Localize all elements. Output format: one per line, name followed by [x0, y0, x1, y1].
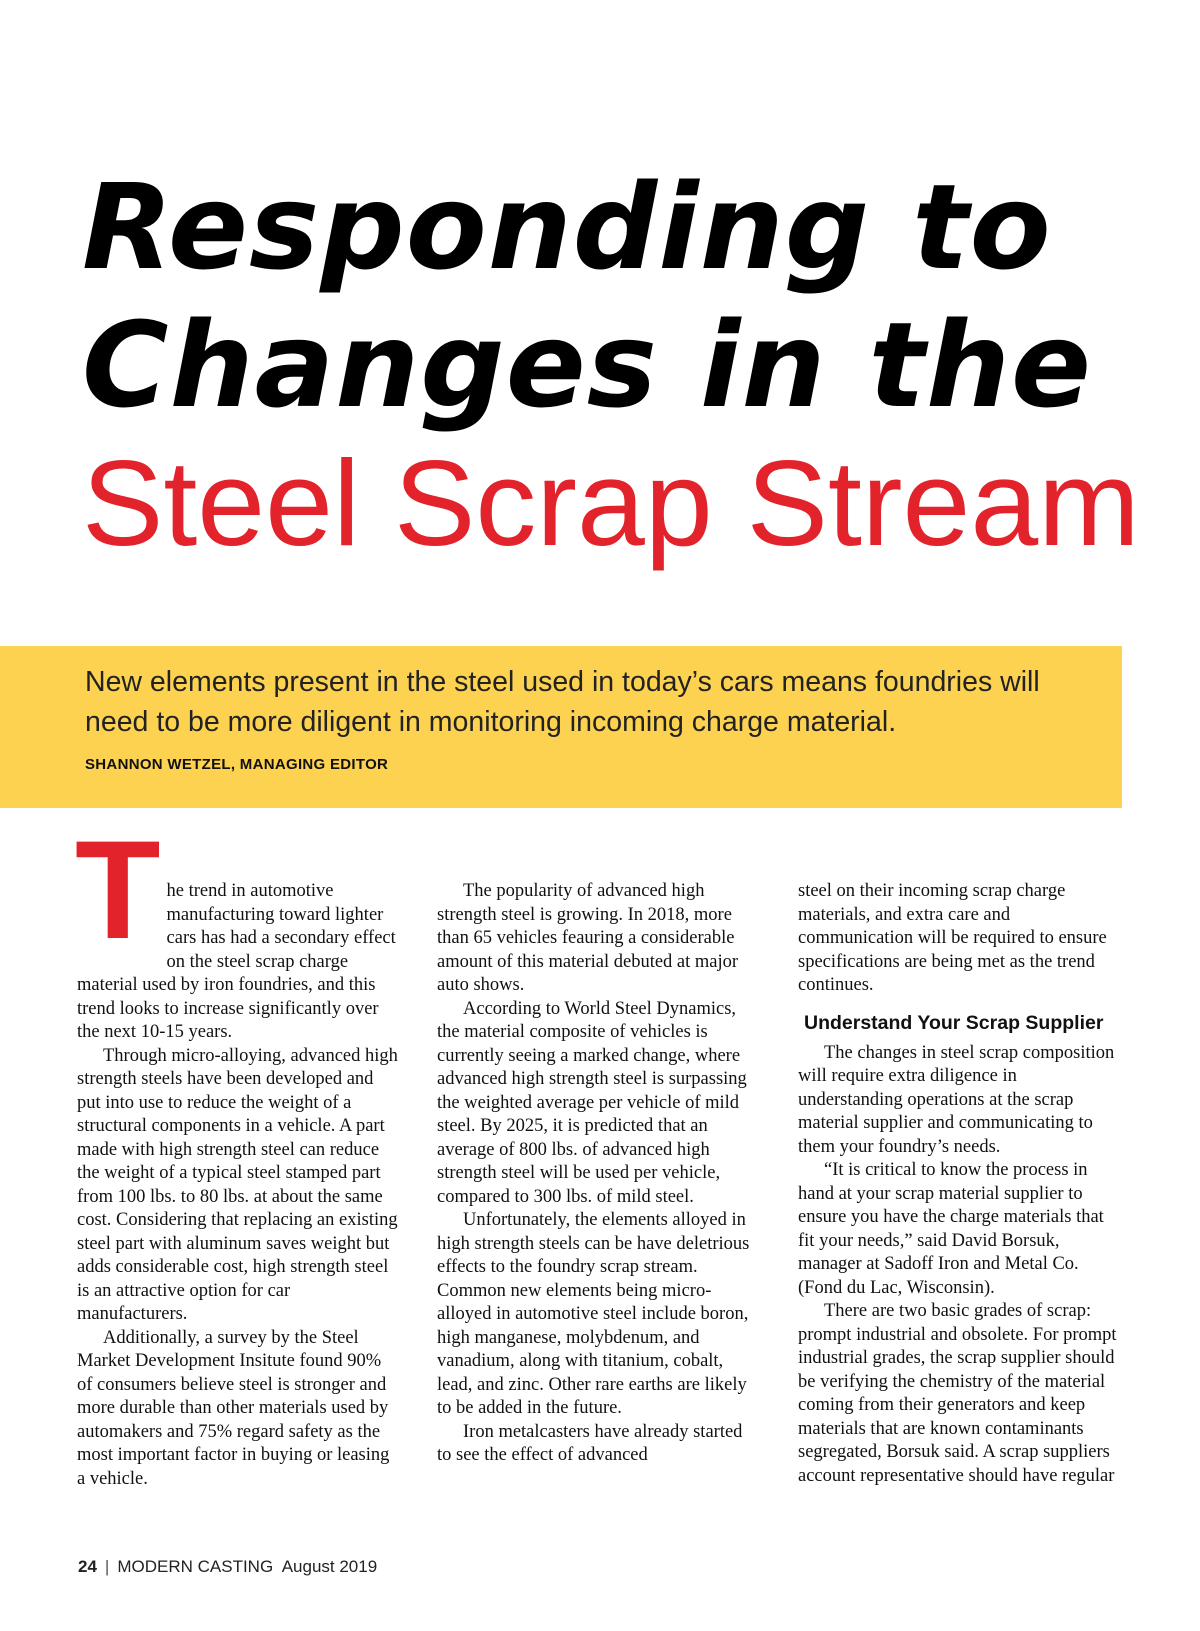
body-column-1 [75, 811, 399, 1491]
col2-paragraph-3: Unfortunately, the elements alloyed in high strength steels can be have deletrious effects to the foundry scrap stream. Common new elements being micro-alloyed in automotive steel include boron, high manganese, molybdenum, and vanadium, along with titanium, cobalt, lead, and zinc. Other rare earths are likely to be added in the future. [437, 1210, 750, 1418]
deck-banner [0, 646, 1122, 808]
title-line-3: Steel Scrap Stream [82, 435, 1140, 571]
title-line-1: Responding to [82, 158, 1052, 296]
byline: SHANNON WETZEL, MANAGING EDITOR [85, 756, 389, 773]
body-column-3 [798, 880, 1120, 1488]
publication-name: MODERN CASTING [117, 1557, 274, 1576]
col1-paragraph-1: he trend in automotive manufacturing toward lighter cars has had a secondary effect on the steel scrap charge material used by iron foundries, and this trend looks to increase significantly over the next 10-15 years. [77, 881, 396, 1042]
col3-paragraph-4: There are two basic grades of scrap: prompt industrial and obsolete. For prompt industrial grades, the scrap supplier should be verifying the chemistry of the material coming from their generators and keep materials that are known contaminants segregated, Borsuk said. A scrap suppliers account representative should have regular [798, 1301, 1117, 1486]
page-footer [78, 1557, 377, 1577]
drop-cap: T [75, 811, 161, 968]
col1-paragraph-3: Additionally, a survey by the Steel Market Development Insitute found 90% of consumers believe steel is stronger and more durable than other materials used by automakers and 75% regard safety as the most important factor in buying or leasing a vehicle. [77, 1327, 390, 1489]
col3-paragraph-2: The changes in steel scrap composition will require extra diligence in understanding operations at the scrap material supplier and communicating to them your foundry’s needs. [798, 1042, 1115, 1157]
col2-paragraph-2: According to World Steel Dynamics, the material composite of vehicles is currently seeing a marked change, where advanced high strength steel is surpassing the weighted average per vehicle of mild steel. By 2025, it is predicted that an average of 800 lbs. of advanced high strength steel will be used per vehicle, compared to 300 lbs. of mild steel. [437, 998, 747, 1207]
col2-paragraph-1: The popularity of advanced high strength steel is growing. In 2018, more than 65 vehicles feauring a considerable amount of this material debuted at major auto shows. [437, 881, 739, 995]
col3-paragraph-1: steel on their incoming scrap charge materials, and extra care and communication will be required to ensure specifications are being met as the trend continues. [798, 881, 1107, 995]
title-line-2: Changes in the [82, 296, 1093, 434]
subhead: Understand Your Scrap Supplier [804, 1011, 1104, 1034]
body-column-2 [437, 880, 759, 1468]
col2-paragraph-4: Iron metalcasters have already started to see the effect of advanced [437, 1421, 743, 1465]
issue-date: August 2019 [281, 1557, 378, 1576]
page-number: 24 [78, 1557, 97, 1576]
footer-separator: | [104, 1557, 110, 1576]
col1-paragraph-2: Through micro-alloying, advanced high strength steels have been developed and put into use to reduce the weight of a structural components in a vehicle. A part made with high strength steel can reduce the weight of a typical steel stamped part from 100 lbs. to 80 lbs. at about the same cost. Considering that replacing an existing steel part with aluminum saves weight but adds considerable cost, high strength steel is an attractive option for car manufacturers. [77, 1045, 398, 1324]
col3-paragraph-3: “It is critical to know the process in hand at your scrap material supplier to ensure you have the charge materials that fit your needs,” said David Borsuk, manager at Sadoff Iron and Metal Co. (Fond du Lac, Wisconsin). [798, 1160, 1104, 1298]
deck-text: New elements present in the steel used in today’s cars means foundries will need to be more diligent in monitoring incoming charge material. [85, 666, 1040, 738]
article-title [82, 158, 1172, 578]
